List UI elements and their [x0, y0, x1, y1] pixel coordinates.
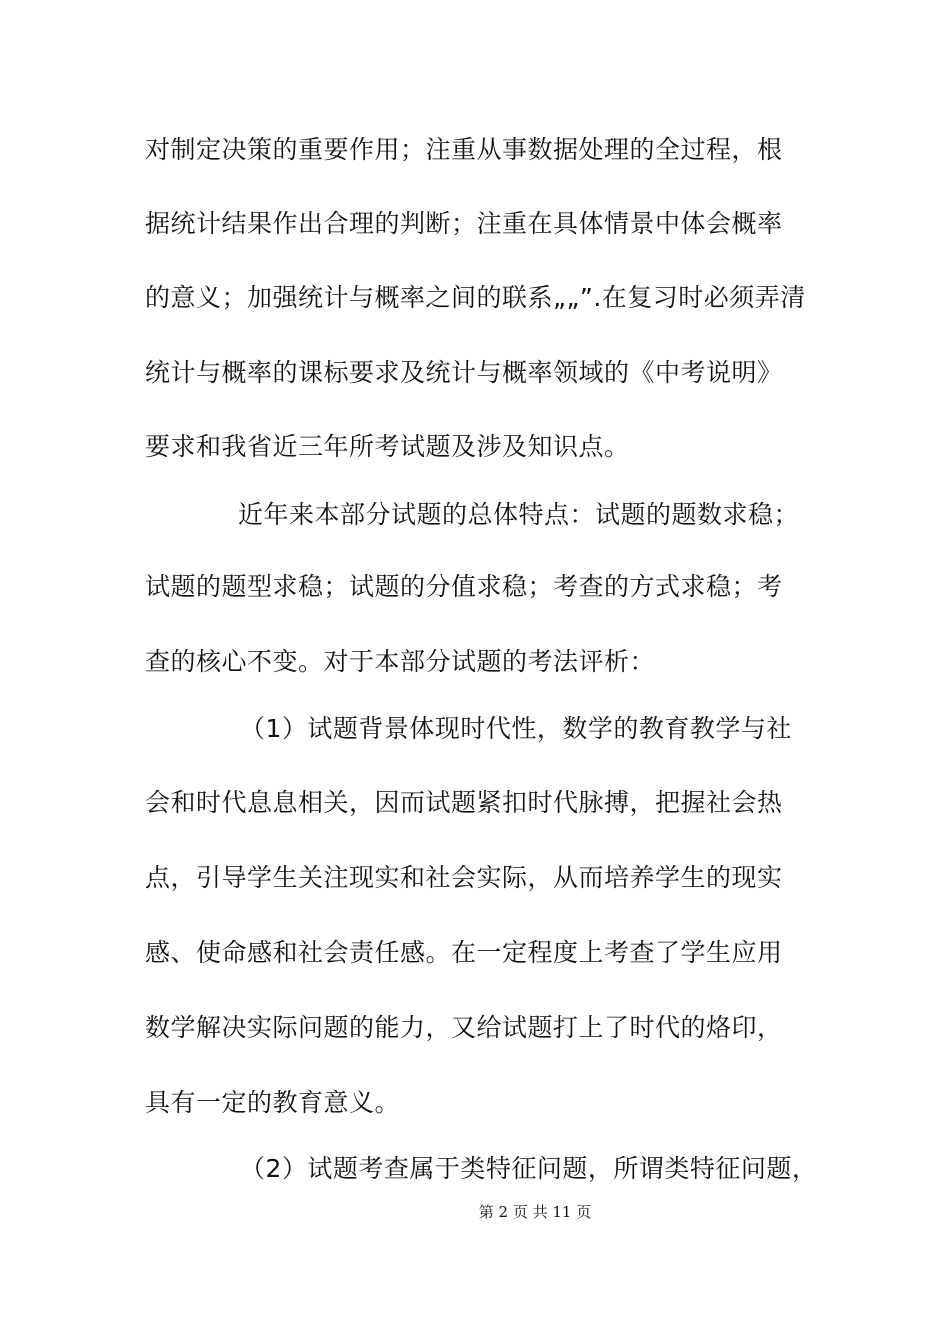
text-line-7: 试题的题型求稳；试题的分值求稳；考查的方式求稳；考 [145, 572, 783, 601]
paragraph-indent-line-9: （1）试题背景体现时代性，数学的教育教学与社 [240, 714, 792, 743]
text-line-3: 的意义；加强统计与概率之间的联系„„”.在复习时必须弄清 [145, 283, 806, 312]
text-line-8: 查的核心不变。对于本部分试题的考法评析： [145, 647, 656, 676]
text-line-10: 会和时代息息相关，因而试题紧扣时代脉搏，把握社会热 [145, 788, 783, 817]
text-line-11: 点，引导学生关注现实和社会实际，从而培养学生的现实 [145, 863, 783, 892]
text-line-13: 数学解决实际问题的能力，又给试题打上了时代的烙印， [145, 1013, 783, 1042]
page-number-footer: 第 2 页 共 11 页 [478, 1203, 592, 1221]
paragraph-indent-line-6: 近年来本部分试题的总体特点：试题的题数求稳； [238, 500, 800, 529]
text-line-1: 对制定决策的重要作用；注重从事数据处理的全过程，根 [145, 135, 783, 164]
text-line-5: 要求和我省近三年所考试题及涉及知识点。 [145, 432, 630, 461]
text-line-14: 具有一定的教育意义。 [145, 1088, 401, 1117]
paragraph-indent-line-15: （2）试题考查属于类特征问题，所谓类特征问题， [240, 1154, 818, 1183]
text-line-4: 统计与概率的课标要求及统计与概率领域的《中考说明》 [145, 358, 783, 387]
text-line-2: 据统计结果作出合理的判断；注重在具体情景中体会概率 [145, 209, 783, 238]
text-line-12: 感、使命感和社会责任感。在一定程度上考查了学生应用 [145, 938, 783, 967]
